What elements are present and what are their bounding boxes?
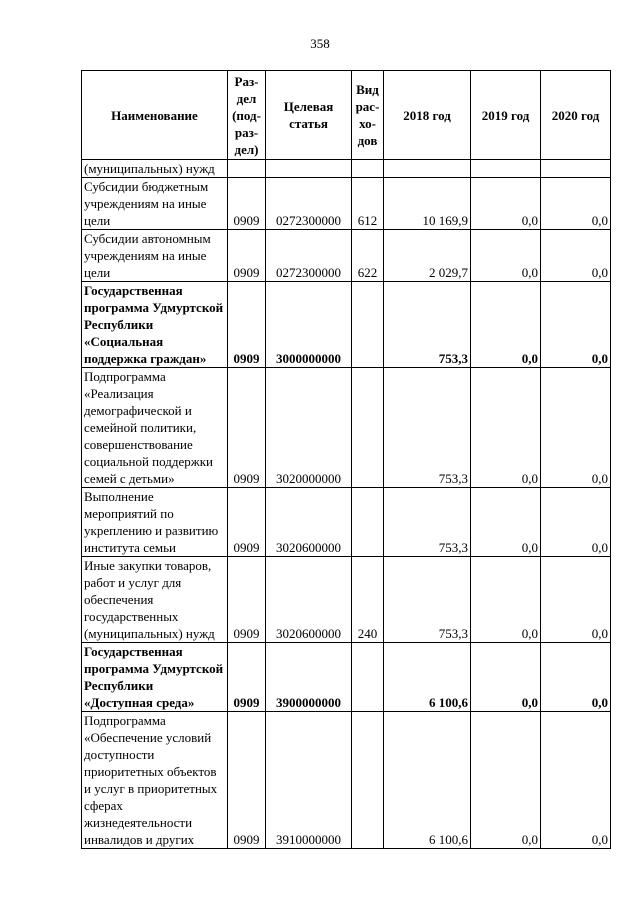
cell-y2018: 2 029,7 — [384, 230, 471, 282]
cell-section: 0909 — [228, 230, 266, 282]
cell-y2020: 0,0 — [541, 712, 611, 849]
cell-name: Выполнение мероприятий по укреплению и развитию института семьи — [82, 488, 228, 557]
cell-name: (муниципальных) нужд — [82, 160, 228, 178]
cell-y2018: 6 100,6 — [384, 643, 471, 712]
cell-y2019 — [471, 160, 541, 178]
table-row — [82, 488, 611, 557]
cell-y2018: 753,3 — [384, 557, 471, 643]
table-header-row — [82, 71, 611, 160]
table-row — [82, 643, 611, 712]
header-target: Целевая статья — [266, 71, 352, 160]
cell-target: 3000000000 — [266, 282, 352, 368]
cell-expense — [352, 488, 384, 557]
cell-target: 3020000000 — [266, 368, 352, 488]
table-row — [82, 712, 611, 849]
cell-y2018: 753,3 — [384, 282, 471, 368]
cell-section: 0909 — [228, 282, 266, 368]
cell-y2020: 0,0 — [541, 230, 611, 282]
budget-table — [81, 70, 611, 849]
cell-y2018: 6 100,6 — [384, 712, 471, 849]
cell-name: Подпрограмма «Обеспечение условий доступности приоритетных объектов и услуг в приоритетных сферах жизнедеятельности инвалидов и других — [82, 712, 228, 849]
cell-section: 0909 — [228, 712, 266, 849]
cell-section — [228, 160, 266, 178]
table-row — [82, 557, 611, 643]
cell-y2018: 753,3 — [384, 488, 471, 557]
cell-y2020: 0,0 — [541, 178, 611, 230]
header-2018: 2018 год — [384, 71, 471, 160]
cell-expense — [352, 712, 384, 849]
cell-name: Субсидии автономным учреждениям на иные цели — [82, 230, 228, 282]
cell-target: 3020600000 — [266, 557, 352, 643]
cell-y2019: 0,0 — [471, 488, 541, 557]
cell-name: Иные закупки товаров, работ и услуг для обеспечения государственных (муниципальных) нужд — [82, 557, 228, 643]
table-row — [82, 230, 611, 282]
cell-target: 3910000000 — [266, 712, 352, 849]
cell-expense — [352, 282, 384, 368]
cell-y2018: 10 169,9 — [384, 178, 471, 230]
cell-y2019: 0,0 — [471, 643, 541, 712]
cell-name: Государственная программа Удмуртской Республики «Социальная поддержка граждан» — [82, 282, 228, 368]
cell-name: Государственная программа Удмуртской Республики «Доступная среда» — [82, 643, 228, 712]
cell-y2020: 0,0 — [541, 488, 611, 557]
cell-target: 0272300000 — [266, 178, 352, 230]
page-number: 358 — [310, 36, 330, 51]
cell-expense — [352, 160, 384, 178]
cell-section: 0909 — [228, 178, 266, 230]
cell-y2020 — [541, 160, 611, 178]
cell-y2019: 0,0 — [471, 368, 541, 488]
cell-section: 0909 — [228, 643, 266, 712]
cell-y2019: 0,0 — [471, 230, 541, 282]
cell-y2018 — [384, 160, 471, 178]
cell-y2019: 0,0 — [471, 712, 541, 849]
cell-y2019: 0,0 — [471, 557, 541, 643]
cell-y2020: 0,0 — [541, 643, 611, 712]
cell-section: 0909 — [228, 368, 266, 488]
header-name: Наименование — [82, 71, 228, 160]
cell-y2020: 0,0 — [541, 557, 611, 643]
cell-y2020: 0,0 — [541, 368, 611, 488]
cell-expense — [352, 368, 384, 488]
cell-name: Субсидии бюджетным учреждениям на иные цели — [82, 178, 228, 230]
cell-target: 3020600000 — [266, 488, 352, 557]
header-section: Раз- дел (под- раз- дел) — [228, 71, 266, 160]
cell-expense: 240 — [352, 557, 384, 643]
cell-target — [266, 160, 352, 178]
header-expense: Вид рас- хо- дов — [352, 71, 384, 160]
cell-target: 3900000000 — [266, 643, 352, 712]
header-2019: 2019 год — [471, 71, 541, 160]
table-row — [82, 368, 611, 488]
table-row — [82, 282, 611, 368]
table-row — [82, 160, 611, 178]
cell-y2019: 0,0 — [471, 282, 541, 368]
cell-y2019: 0,0 — [471, 178, 541, 230]
cell-section: 0909 — [228, 488, 266, 557]
cell-name: Подпрограмма «Реализация демографической и семейной политики, совершенствование социальной поддержки семей с детьми» — [82, 368, 228, 488]
table-row — [82, 178, 611, 230]
cell-y2018: 753,3 — [384, 368, 471, 488]
cell-expense: 612 — [352, 178, 384, 230]
header-2020: 2020 год — [541, 71, 611, 160]
cell-expense: 622 — [352, 230, 384, 282]
cell-expense — [352, 643, 384, 712]
cell-y2020: 0,0 — [541, 282, 611, 368]
cell-section: 0909 — [228, 557, 266, 643]
cell-target: 0272300000 — [266, 230, 352, 282]
